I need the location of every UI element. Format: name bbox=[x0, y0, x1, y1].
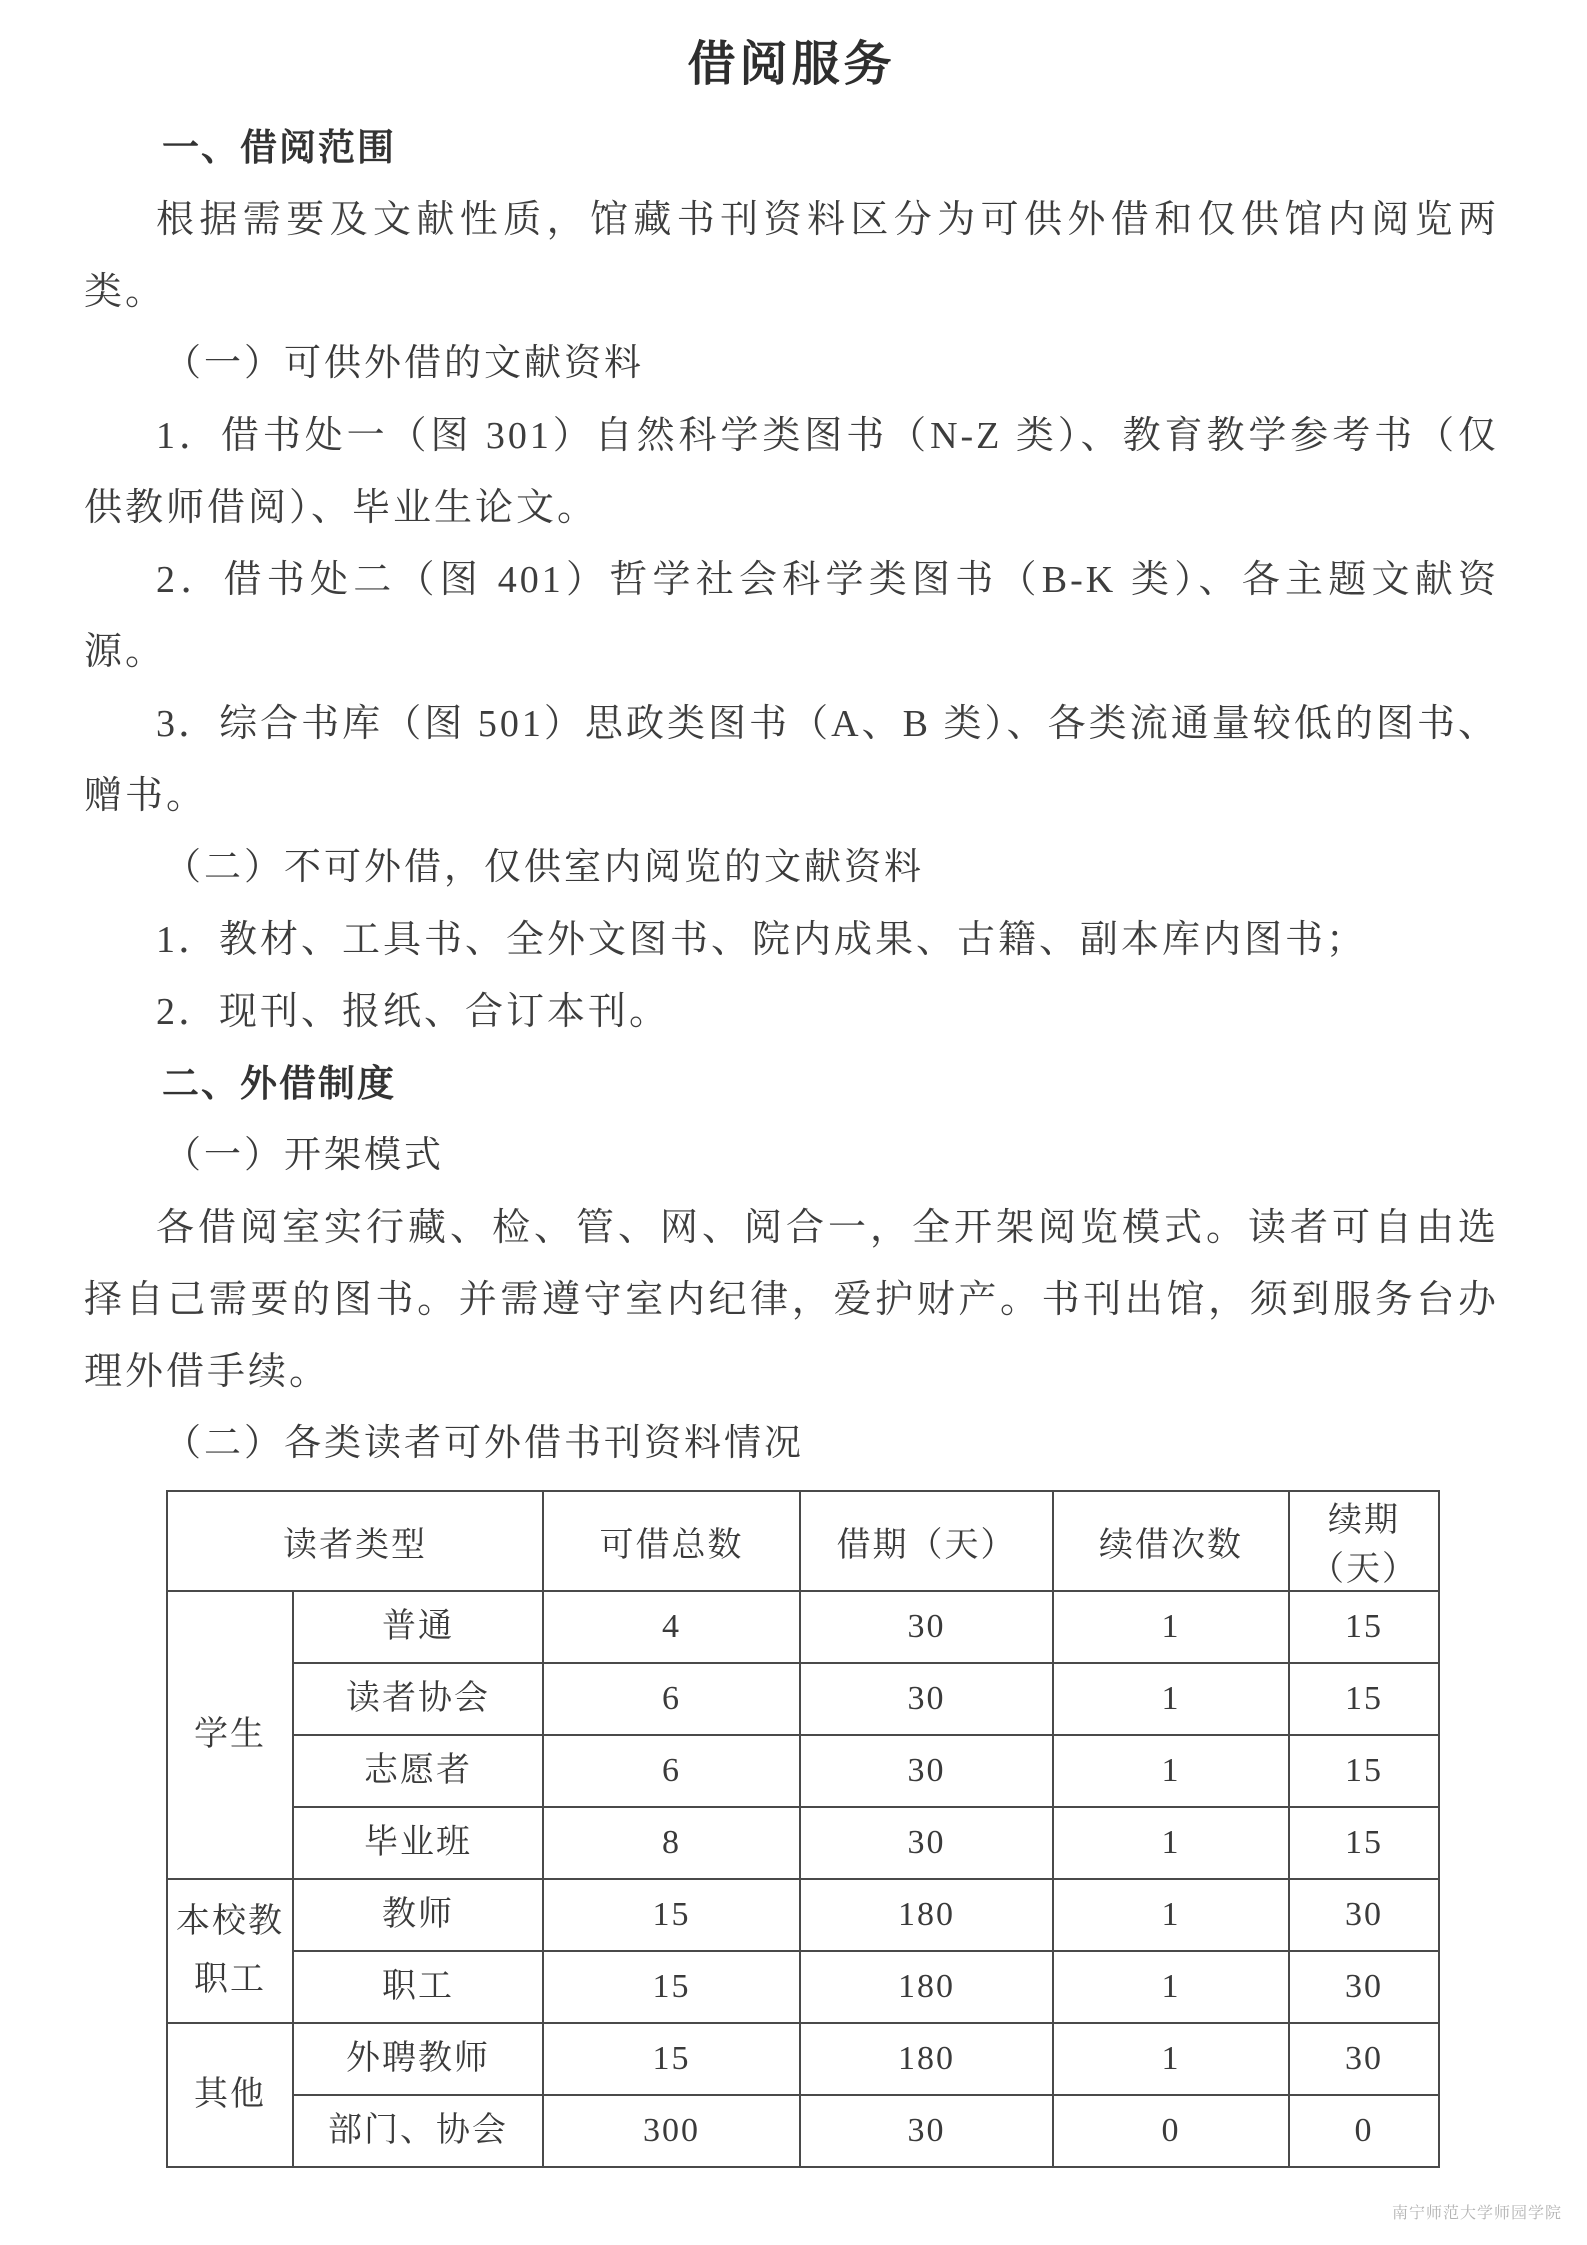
reader-subtype: 教师 bbox=[293, 1879, 543, 1951]
document-title: 借阅服务 bbox=[687, 38, 896, 91]
cell-renew-days: 30 bbox=[1289, 2023, 1439, 2095]
cell-renew-days: 15 bbox=[1289, 1591, 1439, 1663]
page-watermark: 南宁师范大学师园学院 bbox=[1391, 2205, 1562, 2222]
col-header-renew-days: 续期（天） bbox=[1289, 1491, 1439, 1591]
cell-renew-days: 30 bbox=[1289, 1951, 1439, 2023]
cell-period: 30 bbox=[800, 1663, 1053, 1735]
group-label-faculty: 本校教职工 bbox=[167, 1879, 293, 2023]
cell-period: 180 bbox=[800, 1951, 1053, 2023]
cell-renew-days: 0 bbox=[1289, 2095, 1439, 2167]
lendable-item-3: 3．综合书库（图 501）思政类图书（A、B 类）、各类流通量较低的图书、赠书。 bbox=[84, 703, 1499, 817]
cell-period: 180 bbox=[800, 2023, 1053, 2095]
cell-renew-days: 15 bbox=[1289, 1735, 1439, 1807]
cell-renew-days: 30 bbox=[1289, 1879, 1439, 1951]
open-stack-paragraph: 各借阅室实行藏、检、管、网、阅合一，全开架阅览模式。读者可自由选择自己需要的图书。并需遵守室内纪律，爱护财产。书刊出馆，须到服务台办理外借手续。 bbox=[84, 1207, 1499, 1393]
reader-subtype: 部门、协会 bbox=[293, 2095, 543, 2167]
cell-renew-count: 1 bbox=[1053, 1735, 1289, 1807]
lendable-item-1: 1．借书处一（图 301）自然科学类图书（N-Z 类）、教育教学参考书（仅供教师借阅）、毕业生论文。 bbox=[84, 415, 1499, 529]
cell-total: 15 bbox=[543, 1951, 800, 2023]
reader-subtype: 普通 bbox=[293, 1591, 543, 1663]
non-lendable-item-1: 1．教材、工具书、全外文图书、院内成果、古籍、副本库内图书； bbox=[156, 919, 1368, 961]
table-row-faculty-staff bbox=[167, 1951, 1439, 2023]
cell-renew-days: 15 bbox=[1289, 1663, 1439, 1735]
borrow-limits-table bbox=[166, 1490, 1440, 2168]
reader-subtype: 外聘教师 bbox=[293, 2023, 543, 2095]
col-header-reader-type: 读者类型 bbox=[167, 1491, 543, 1591]
section2-heading: 二、外借制度 bbox=[162, 1063, 396, 1104]
cell-renew-count: 1 bbox=[1053, 1663, 1289, 1735]
table-row-student-association bbox=[167, 1663, 1439, 1735]
cell-period: 30 bbox=[800, 1591, 1053, 1663]
section1-intro-paragraph: 根据需要及文献性质，馆藏书刊资料区分为可供外借和仅供馆内阅览两类。 bbox=[84, 199, 1499, 313]
non-lendable-item-2: 2．现刊、报纸、合订本刊。 bbox=[156, 991, 671, 1033]
section1-heading: 一、借阅范围 bbox=[162, 127, 396, 168]
cell-total: 6 bbox=[543, 1663, 800, 1735]
cell-renew-count: 0 bbox=[1053, 2095, 1289, 2167]
col-header-renew-count: 续借次数 bbox=[1053, 1491, 1289, 1591]
section2-sub2-heading: （二）各类读者可外借书刊资料情况 bbox=[164, 1423, 804, 1464]
cell-total: 8 bbox=[543, 1807, 800, 1879]
table-row-other-external-teacher bbox=[167, 2023, 1439, 2095]
cell-total: 15 bbox=[543, 2023, 800, 2095]
table-header-row bbox=[167, 1491, 1439, 1591]
group-label-other: 其他 bbox=[167, 2023, 293, 2167]
cell-total: 4 bbox=[543, 1591, 800, 1663]
cell-period: 30 bbox=[800, 1735, 1053, 1807]
col-header-period: 借期（天） bbox=[800, 1491, 1053, 1591]
reader-subtype: 毕业班 bbox=[293, 1807, 543, 1879]
table-row-student-volunteer bbox=[167, 1735, 1439, 1807]
cell-total: 6 bbox=[543, 1735, 800, 1807]
table-row-other-department bbox=[167, 2095, 1439, 2167]
cell-total: 300 bbox=[543, 2095, 800, 2167]
lendable-item-2: 2．借书处二（图 401）哲学社会科学类图书（B-K 类）、各主题文献资源。 bbox=[84, 559, 1499, 673]
section1-sub1-heading: （一）可供外借的文献资料 bbox=[164, 343, 644, 384]
cell-period: 180 bbox=[800, 1879, 1053, 1951]
table-row-student-graduating bbox=[167, 1807, 1439, 1879]
col-header-total: 可借总数 bbox=[543, 1491, 800, 1591]
cell-renew-count: 1 bbox=[1053, 1591, 1289, 1663]
cell-renew-days: 15 bbox=[1289, 1807, 1439, 1879]
group-label-students: 学生 bbox=[167, 1591, 293, 1879]
cell-renew-count: 1 bbox=[1053, 2023, 1289, 2095]
reader-subtype: 志愿者 bbox=[293, 1735, 543, 1807]
reader-subtype: 读者协会 bbox=[293, 1663, 543, 1735]
cell-renew-count: 1 bbox=[1053, 1879, 1289, 1951]
cell-total: 15 bbox=[543, 1879, 800, 1951]
section2-sub1-heading: （一）开架模式 bbox=[164, 1135, 444, 1176]
cell-renew-count: 1 bbox=[1053, 1951, 1289, 2023]
cell-period: 30 bbox=[800, 2095, 1053, 2167]
section1-sub2-heading: （二）不可外借，仅供室内阅览的文献资料 bbox=[164, 847, 924, 888]
table-row-faculty-teacher bbox=[167, 1879, 1439, 1951]
cell-period: 30 bbox=[800, 1807, 1053, 1879]
cell-renew-count: 1 bbox=[1053, 1807, 1289, 1879]
table-row-student-regular bbox=[167, 1591, 1439, 1663]
reader-subtype: 职工 bbox=[293, 1951, 543, 2023]
